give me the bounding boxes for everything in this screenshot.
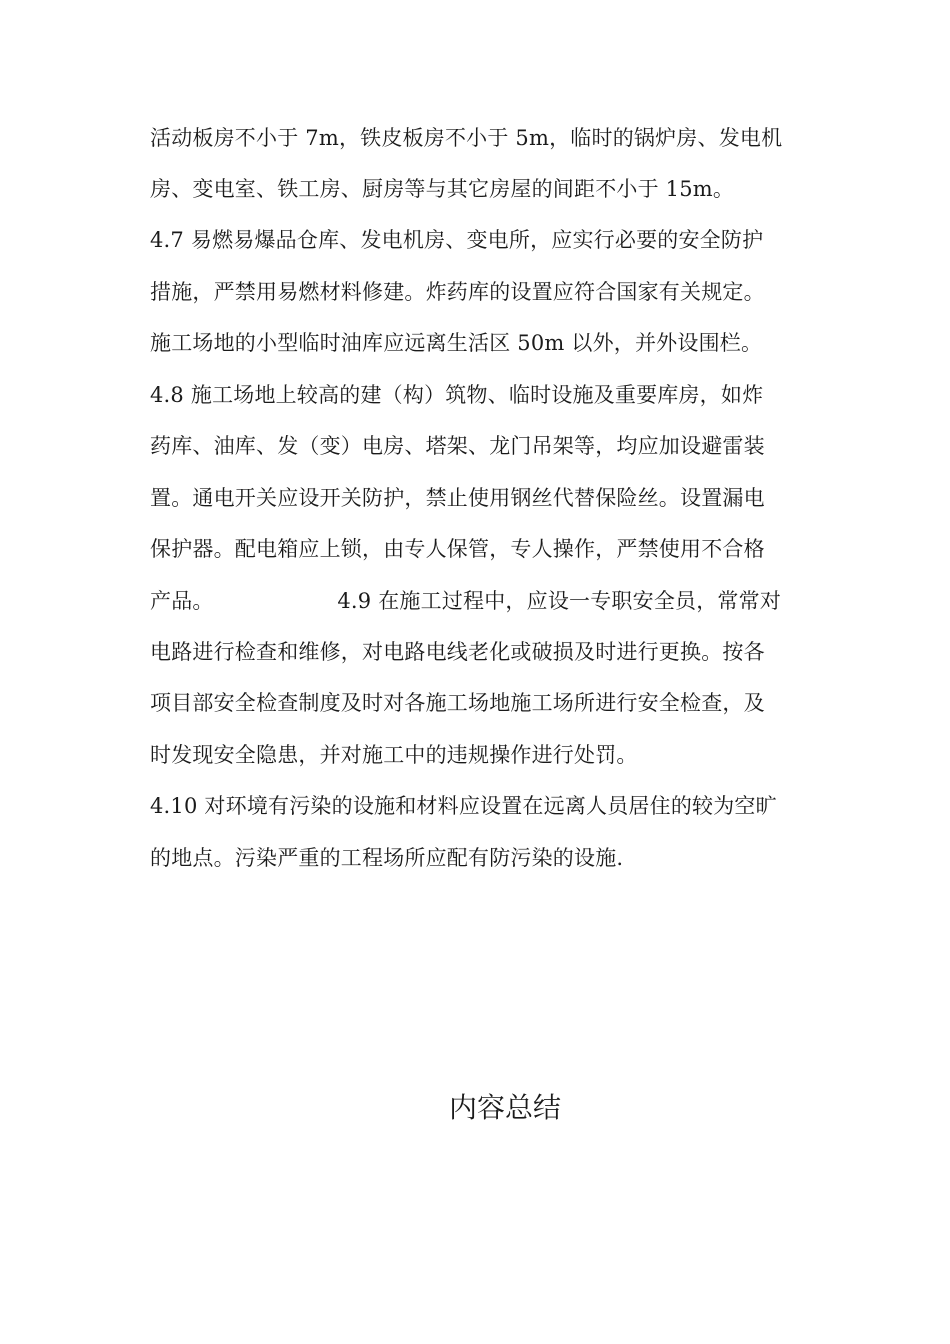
text-line: 项目部安全检查制度及时对各施工场地施工场所进行安全检查，及 — [150, 691, 765, 715]
text-line: 4.7 易燃易爆品仓库、发电机房、变电所，应实行必要的安全防护 — [150, 228, 764, 252]
text-line: 电路进行检查和维修，对电路电线老化或破损及时进行更换。按各 — [150, 640, 765, 664]
summary-title: 内容总结 — [448, 1091, 561, 1124]
text-line: 时发现安全隐患，并对施工中的违规操作进行处罚。 — [150, 743, 638, 767]
text-line: 活动板房不小于 7m，铁皮板房不小于 5m，临时的锅炉房、发电机 — [150, 126, 783, 150]
text-line: 措施，严禁用易燃材料修建。炸药库的设置应符合国家有关规定。 — [150, 280, 765, 304]
text-line: 置。通电开关应设开关防护，禁止使用钢丝代替保险丝。设置漏电 — [150, 486, 765, 510]
text-line: 的地点。污染严重的工程场所应配有防污染的设施. — [150, 846, 624, 870]
text-line: 4.10 对环境有污染的设施和材料应设置在远离人员居住的较为空旷 — [150, 794, 777, 818]
text-line: 药库、油库、发（变）电房、塔架、龙门吊架等，均应加设避雷装 — [150, 434, 765, 458]
text-line: 房、变电室、铁工房、厨房等与其它房屋的间距不小于 15m。 — [150, 177, 735, 201]
text-line: 施工场地的小型临时油库应远离生活区 50m 以外，并外设围栏。 — [150, 331, 763, 355]
text-line: 保护器。配电箱应上锁，由专人保管，专人操作，严禁使用不合格 — [150, 537, 765, 561]
text-line: 产品。 4.9 在施工过程中，应设一专职安全员，常常对 — [150, 589, 782, 613]
text-line: 4.8 施工场地上较高的建（构）筑物、临时设施及重要库房，如炸 — [150, 383, 764, 407]
